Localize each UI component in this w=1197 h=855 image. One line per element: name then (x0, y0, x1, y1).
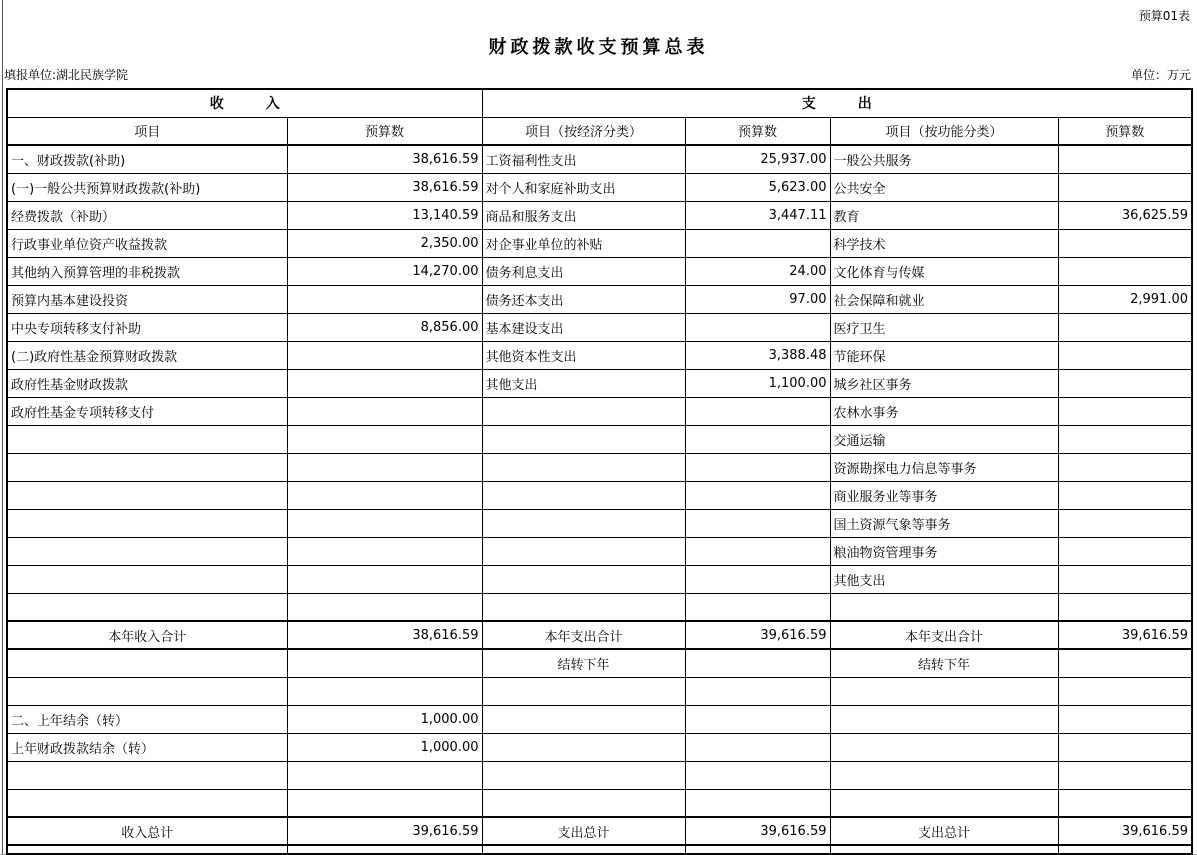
economic-amount-cell[interactable] (685, 789, 830, 817)
income-amount-cell[interactable] (287, 453, 482, 481)
income-item-cell[interactable]: 预算内基本建设投资 (7, 285, 287, 313)
income-amount-cell[interactable] (287, 369, 482, 397)
functional-amount-cell[interactable] (1058, 705, 1192, 733)
functional-item-cell[interactable]: 文化体育与传媒 (830, 257, 1058, 285)
economic-amount-cell[interactable] (685, 537, 830, 565)
income-item-cell[interactable]: 行政事业单位资产收益拨款 (7, 229, 287, 257)
table-row (7, 397, 1192, 425)
economic-item-cell[interactable] (482, 509, 685, 537)
income-item-cell[interactable] (7, 481, 287, 509)
functional-amount-cell[interactable] (1058, 789, 1192, 817)
economic-item-cell[interactable]: 债务还本支出 (482, 285, 685, 313)
functional-item-cell[interactable]: 其他支出 (830, 565, 1058, 593)
income-item-cell[interactable] (7, 565, 287, 593)
page-title: 财政拨款收支预算总表 (488, 37, 709, 58)
functional-amount-cell[interactable] (1058, 677, 1192, 705)
functional-item-cell[interactable] (830, 733, 1058, 761)
income-amount-cell[interactable]: 2,350.00 (287, 229, 482, 257)
income-item-cell[interactable]: 收入总计 (7, 817, 287, 845)
economic-amount-cell[interactable] (685, 509, 830, 537)
functional-item-cell[interactable]: 商业服务业等事务 (830, 481, 1058, 509)
income-amount-cell[interactable] (287, 537, 482, 565)
economic-item-cell[interactable]: 结转下年 (482, 649, 685, 677)
income-amount-cell[interactable] (287, 649, 482, 677)
functional-item-cell[interactable]: 科学技术 (830, 229, 1058, 257)
col-header-income-item[interactable]: 项目 (7, 117, 287, 145)
functional-amount-cell[interactable] (1058, 173, 1192, 201)
economic-item-cell[interactable]: 对企事业单位的补贴 (482, 229, 685, 257)
functional-item-cell[interactable] (830, 761, 1058, 789)
table-row (7, 565, 1192, 593)
economic-item-cell[interactable] (482, 705, 685, 733)
economic-amount-cell[interactable]: 5,623.00 (685, 173, 830, 201)
economic-item-cell[interactable]: 其他支出 (482, 369, 685, 397)
income-amount-cell[interactable]: 38,616.59 (287, 145, 482, 173)
table-row (7, 509, 1192, 537)
functional-amount-cell[interactable]: 36,625.59 (1058, 201, 1192, 229)
economic-item-cell[interactable]: 工资福利性支出 (482, 145, 685, 173)
functional-item-cell[interactable]: 交通运输 (830, 425, 1058, 453)
economic-item-cell[interactable] (482, 537, 685, 565)
col-header-economic-item[interactable]: 项目（按经济分类） (482, 117, 685, 145)
income-amount-cell[interactable] (287, 481, 482, 509)
section-header-row (7, 89, 1192, 117)
table-row (7, 733, 1192, 761)
functional-amount-cell[interactable] (1058, 565, 1192, 593)
functional-amount-cell[interactable] (1058, 313, 1192, 341)
functional-amount-cell[interactable] (1058, 341, 1192, 369)
functional-item-cell[interactable]: 社会保障和就业 (830, 285, 1058, 313)
economic-item-cell[interactable]: 对个人和家庭补助支出 (482, 173, 685, 201)
table-row (7, 677, 1192, 705)
functional-item-cell[interactable] (830, 705, 1058, 733)
functional-amount-cell[interactable] (1058, 369, 1192, 397)
functional-item-cell[interactable]: 支出总计 (830, 817, 1058, 845)
empty-cell[interactable] (1058, 845, 1192, 854)
functional-item-cell[interactable] (830, 593, 1058, 621)
functional-item-cell[interactable] (830, 789, 1058, 817)
functional-amount-cell[interactable] (1058, 229, 1192, 257)
economic-amount-cell[interactable]: 3,447.11 (685, 201, 830, 229)
income-amount-cell[interactable]: 8,856.00 (287, 313, 482, 341)
income-item-cell[interactable] (7, 677, 287, 705)
table-row (7, 537, 1192, 565)
table-row (7, 621, 1192, 649)
functional-item-cell[interactable]: 本年支出合计 (830, 621, 1058, 649)
functional-item-cell[interactable]: 城乡社区事务 (830, 369, 1058, 397)
income-item-cell[interactable]: 上年财政拨款结余（转） (7, 733, 287, 761)
economic-amount-cell[interactable] (685, 481, 830, 509)
table-row (7, 257, 1192, 285)
table-row (7, 285, 1192, 313)
functional-amount-cell[interactable] (1058, 397, 1192, 425)
income-item-cell[interactable]: 政府性基金专项转移支付 (7, 397, 287, 425)
table-row (7, 817, 1192, 845)
functional-amount-cell[interactable] (1058, 509, 1192, 537)
economic-item-cell[interactable] (482, 733, 685, 761)
economic-amount-cell[interactable] (685, 593, 830, 621)
income-item-cell[interactable] (7, 649, 287, 677)
income-amount-cell[interactable] (287, 565, 482, 593)
economic-item-cell[interactable] (482, 761, 685, 789)
empty-cell[interactable] (287, 845, 482, 854)
functional-amount-cell[interactable]: 2,991.00 (1058, 285, 1192, 313)
income-item-cell[interactable] (7, 789, 287, 817)
col-header-functional-amount[interactable]: 预算数 (1058, 117, 1192, 145)
budget-table (6, 88, 1193, 855)
income-item-cell[interactable] (7, 453, 287, 481)
economic-item-cell[interactable] (482, 565, 685, 593)
economic-amount-cell[interactable] (685, 733, 830, 761)
table-row (7, 593, 1192, 621)
economic-amount-cell[interactable] (685, 565, 830, 593)
table-row (7, 173, 1192, 201)
income-item-cell[interactable] (7, 425, 287, 453)
empty-cell[interactable] (7, 845, 287, 854)
functional-amount-cell[interactable] (1058, 733, 1192, 761)
table-row (7, 481, 1192, 509)
economic-amount-cell[interactable] (685, 677, 830, 705)
income-amount-cell[interactable] (287, 677, 482, 705)
table-row (7, 313, 1192, 341)
income-amount-cell[interactable] (287, 761, 482, 789)
form-code-label: 预算01表 (1138, 9, 1190, 23)
functional-item-cell[interactable]: 公共安全 (830, 173, 1058, 201)
reporting-unit-label: 填报单位:湖北民族学院 (4, 68, 129, 82)
economic-amount-cell[interactable] (685, 761, 830, 789)
economic-amount-cell[interactable]: 39,616.59 (685, 621, 830, 649)
table-row (7, 453, 1192, 481)
table-row (7, 789, 1192, 817)
functional-amount-cell[interactable] (1058, 649, 1192, 677)
functional-item-cell[interactable]: 节能环保 (830, 341, 1058, 369)
income-amount-cell[interactable] (287, 789, 482, 817)
functional-item-cell[interactable]: 国土资源气象等事务 (830, 509, 1058, 537)
economic-amount-cell[interactable] (685, 425, 830, 453)
table-row (7, 761, 1192, 789)
economic-amount-cell[interactable]: 25,937.00 (685, 145, 830, 173)
functional-item-cell[interactable]: 农林水事务 (830, 397, 1058, 425)
table-row (7, 341, 1192, 369)
economic-amount-cell[interactable] (685, 649, 830, 677)
income-amount-cell[interactable]: 14,270.00 (287, 257, 482, 285)
functional-item-cell[interactable]: 资源勘探电力信息等事务 (830, 453, 1058, 481)
income-item-cell[interactable]: 中央专项转移支付补助 (7, 313, 287, 341)
functional-item-cell[interactable]: 一般公共服务 (830, 145, 1058, 173)
col-header-functional-item[interactable]: 项目（按功能分类） (830, 117, 1058, 145)
economic-amount-cell[interactable] (685, 397, 830, 425)
economic-amount-cell[interactable]: 24.00 (685, 257, 830, 285)
income-item-cell[interactable]: 本年收入合计 (7, 621, 287, 649)
economic-item-cell[interactable]: 商品和服务支出 (482, 201, 685, 229)
income-amount-cell[interactable] (287, 509, 482, 537)
economic-amount-cell[interactable]: 39,616.59 (685, 817, 830, 845)
income-item-cell[interactable]: 经费拨款（补助） (7, 201, 287, 229)
table-row (7, 705, 1192, 733)
income-amount-cell[interactable]: 1,000.00 (287, 705, 482, 733)
income-amount-cell[interactable]: 38,616.59 (287, 173, 482, 201)
economic-item-cell[interactable]: 基本建设支出 (482, 313, 685, 341)
economic-item-cell[interactable] (482, 397, 685, 425)
functional-amount-cell[interactable]: 39,616.59 (1058, 817, 1192, 845)
functional-item-cell[interactable]: 医疗卫生 (830, 313, 1058, 341)
functional-amount-cell[interactable]: 39,616.59 (1058, 621, 1192, 649)
economic-amount-cell[interactable] (685, 705, 830, 733)
economic-item-cell[interactable] (482, 677, 685, 705)
budget-table-body (7, 89, 1192, 854)
income-section-header[interactable]: 收 入 (7, 89, 482, 117)
economic-item-cell[interactable] (482, 789, 685, 817)
income-amount-cell[interactable]: 38,616.59 (287, 621, 482, 649)
table-row (7, 369, 1192, 397)
functional-amount-cell[interactable] (1058, 481, 1192, 509)
income-item-cell[interactable]: 一、财政拨款(补助) (7, 145, 287, 173)
economic-item-cell[interactable]: 其他资本性支出 (482, 341, 685, 369)
economic-item-cell[interactable]: 债务利息支出 (482, 257, 685, 285)
economic-item-cell[interactable] (482, 453, 685, 481)
empty-cell[interactable] (685, 845, 830, 854)
economic-amount-cell[interactable] (685, 313, 830, 341)
functional-amount-cell[interactable] (1058, 145, 1192, 173)
table-row (7, 229, 1192, 257)
expenditure-section-header[interactable]: 支 出 (482, 89, 1192, 117)
income-item-cell[interactable]: 政府性基金财政拨款 (7, 369, 287, 397)
economic-amount-cell[interactable]: 97.00 (685, 285, 830, 313)
functional-amount-cell[interactable] (1058, 537, 1192, 565)
income-amount-cell[interactable] (287, 341, 482, 369)
functional-amount-cell[interactable] (1058, 453, 1192, 481)
functional-item-cell[interactable]: 结转下年 (830, 649, 1058, 677)
income-item-cell[interactable]: (一)一般公共预算财政拨款(补助) (7, 173, 287, 201)
economic-item-cell[interactable] (482, 481, 685, 509)
partial-bottom-row (7, 845, 1192, 854)
table-row (7, 425, 1192, 453)
col-header-income-amount[interactable]: 预算数 (287, 117, 482, 145)
economic-item-cell[interactable]: 支出总计 (482, 817, 685, 845)
economic-amount-cell[interactable] (685, 229, 830, 257)
income-item-cell[interactable]: 其他纳入预算管理的非税拨款 (7, 257, 287, 285)
economic-item-cell[interactable] (482, 593, 685, 621)
economic-amount-cell[interactable] (685, 453, 830, 481)
economic-amount-cell[interactable]: 3,388.48 (685, 341, 830, 369)
income-item-cell[interactable] (7, 509, 287, 537)
income-amount-cell[interactable] (287, 285, 482, 313)
window-left-edge (2, 0, 3, 855)
unit-note-label: 单位：万元 (1130, 68, 1191, 82)
income-amount-cell[interactable]: 1,000.00 (287, 733, 482, 761)
functional-item-cell[interactable]: 教育 (830, 201, 1058, 229)
empty-cell[interactable] (830, 845, 1058, 854)
income-item-cell[interactable] (7, 537, 287, 565)
table-row (7, 201, 1192, 229)
column-header-row (7, 117, 1192, 145)
functional-amount-cell[interactable] (1058, 761, 1192, 789)
income-item-cell[interactable]: (二)政府性基金预算财政拨款 (7, 341, 287, 369)
economic-item-cell[interactable] (482, 425, 685, 453)
table-row (7, 145, 1192, 173)
empty-cell[interactable] (482, 845, 685, 854)
income-amount-cell[interactable] (287, 425, 482, 453)
economic-amount-cell[interactable]: 1,100.00 (685, 369, 830, 397)
functional-item-cell[interactable]: 粮油物资管理事务 (830, 537, 1058, 565)
economic-item-cell[interactable]: 本年支出合计 (482, 621, 685, 649)
income-item-cell[interactable] (7, 761, 287, 789)
income-amount-cell[interactable]: 13,140.59 (287, 201, 482, 229)
income-item-cell[interactable]: 二、上年结余（转） (7, 705, 287, 733)
income-amount-cell[interactable] (287, 593, 482, 621)
functional-amount-cell[interactable] (1058, 425, 1192, 453)
meta-row (4, 66, 1191, 83)
income-amount-cell[interactable] (287, 397, 482, 425)
functional-item-cell[interactable] (830, 677, 1058, 705)
col-header-economic-amount[interactable]: 预算数 (685, 117, 830, 145)
income-item-cell[interactable] (7, 593, 287, 621)
functional-amount-cell[interactable] (1058, 593, 1192, 621)
table-row (7, 649, 1192, 677)
income-amount-cell[interactable]: 39,616.59 (287, 817, 482, 845)
functional-amount-cell[interactable] (1058, 257, 1192, 285)
